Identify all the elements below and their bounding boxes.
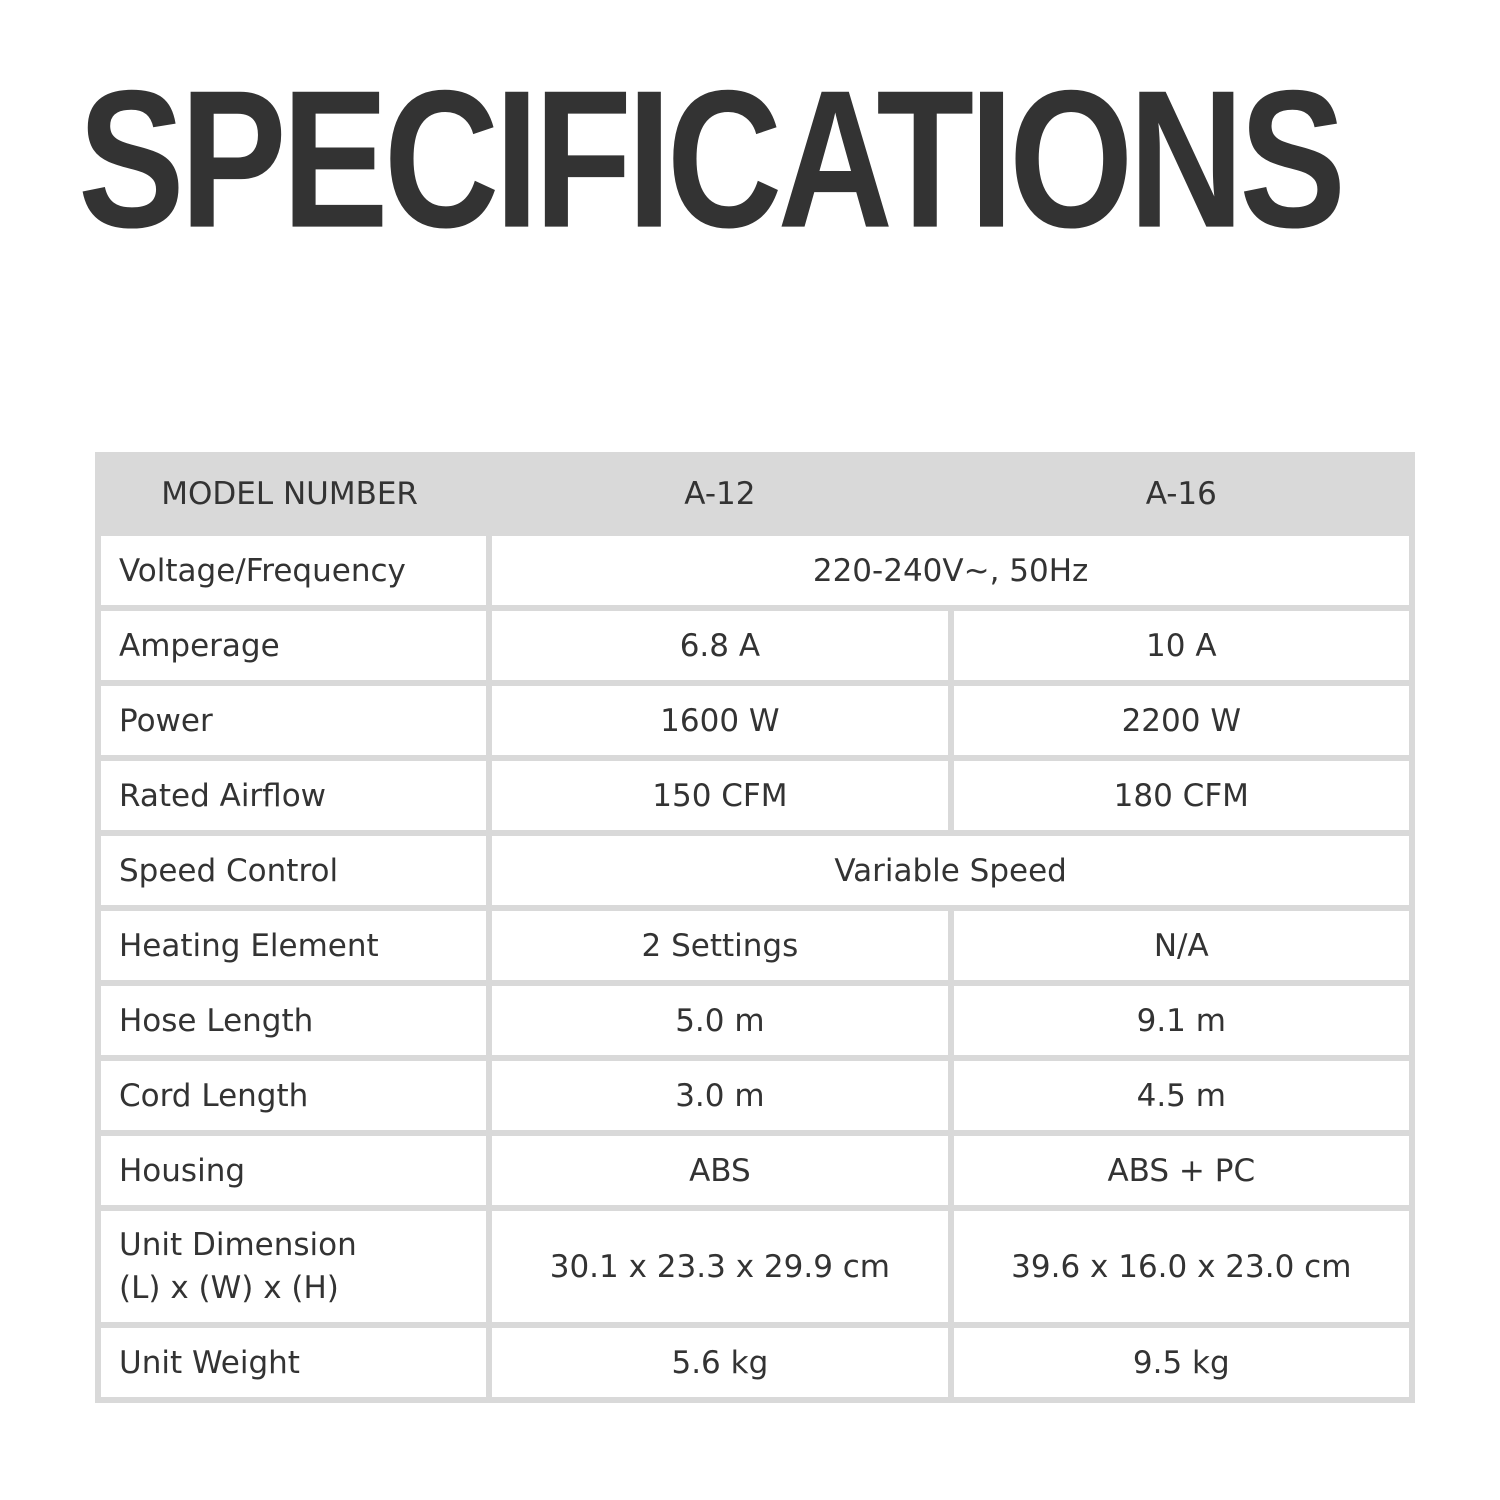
row-label: Amperage xyxy=(101,611,486,680)
row-label: Unit Weight xyxy=(101,1328,486,1397)
table-header-row xyxy=(101,458,1409,530)
row-value-a16: 9.5 kg xyxy=(954,1328,1409,1397)
row-value-a12: 5.6 kg xyxy=(492,1328,947,1397)
row-value-a12: 150 CFM xyxy=(492,761,947,830)
row-label xyxy=(101,1211,486,1322)
table-row xyxy=(101,536,1409,605)
table-row xyxy=(101,1136,1409,1205)
row-label: Rated Airflow xyxy=(101,761,486,830)
table-row xyxy=(101,1061,1409,1130)
row-value-a16: 4.5 m xyxy=(954,1061,1409,1130)
row-value-a16: N/A xyxy=(954,911,1409,980)
table-row xyxy=(101,686,1409,755)
row-label: Hose Length xyxy=(101,986,486,1055)
row-value-a16: 2200 W xyxy=(954,686,1409,755)
header-model-number: MODEL NUMBER xyxy=(101,458,486,530)
row-shared-value: Variable Speed xyxy=(492,836,1409,905)
row-value-a12: 3.0 m xyxy=(492,1061,947,1130)
row-value-a16: 10 A xyxy=(954,611,1409,680)
row-value-a16: 180 CFM xyxy=(954,761,1409,830)
row-label: Speed Control xyxy=(101,836,486,905)
page-title: SPECIFICATIONS xyxy=(78,50,1342,269)
table-row xyxy=(101,611,1409,680)
row-value-a12: 30.1 x 23.3 x 29.9 cm xyxy=(492,1211,947,1322)
table-row xyxy=(101,836,1409,905)
row-value-a12: 2 Settings xyxy=(492,911,947,980)
row-label: Power xyxy=(101,686,486,755)
row-value-a16: ABS + PC xyxy=(954,1136,1409,1205)
header-model-a16: A-16 xyxy=(954,458,1409,530)
row-label-line1: Unit Dimension xyxy=(119,1226,357,1263)
table-row xyxy=(101,1328,1409,1397)
row-label-line2: (L) x (W) x (H) xyxy=(119,1269,339,1306)
table-row xyxy=(101,911,1409,980)
row-label: Cord Length xyxy=(101,1061,486,1130)
specifications-table xyxy=(95,452,1415,1403)
row-value-a12: ABS xyxy=(492,1136,947,1205)
row-value-a16: 39.6 x 16.0 x 23.0 cm xyxy=(954,1211,1409,1322)
row-value-a12: 5.0 m xyxy=(492,986,947,1055)
row-label: Housing xyxy=(101,1136,486,1205)
row-label: Voltage/Frequency xyxy=(101,536,486,605)
row-value-a12: 6.8 A xyxy=(492,611,947,680)
row-shared-value: 220-240V~, 50Hz xyxy=(492,536,1409,605)
table-row xyxy=(101,986,1409,1055)
table-row xyxy=(101,761,1409,830)
row-value-a16: 9.1 m xyxy=(954,986,1409,1055)
table-row xyxy=(101,1211,1409,1322)
header-model-a12: A-12 xyxy=(492,458,947,530)
row-value-a12: 1600 W xyxy=(492,686,947,755)
row-label: Heating Element xyxy=(101,911,486,980)
